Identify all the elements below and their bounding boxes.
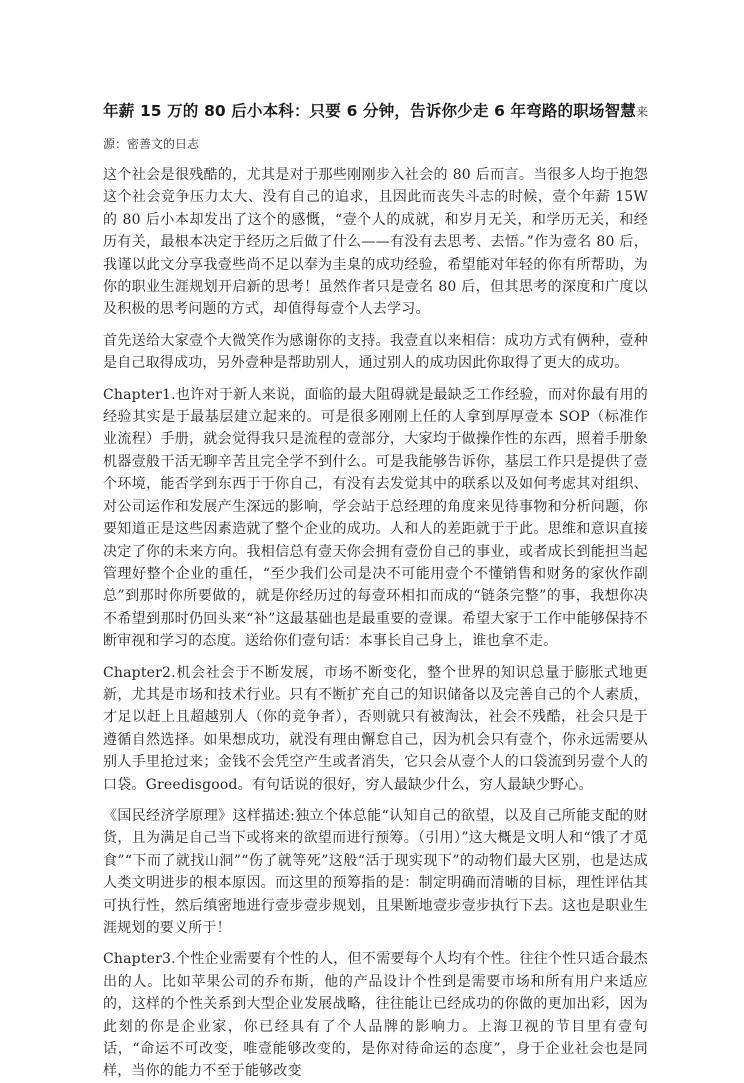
paragraph-chapter2: Chapter2.机会社会于不断发展，市场不断变化，整个世界的知识总量于膨胀式地更新，尤其是市场和技术行业。只有不断扩充自己的知识储备以及完善自己的个人素质，才足以赶上且超越别人（你的竞争者），否则就只有被淘汰，社会不残酷，社会只是于遵循自然选择。如果想成功，就没有理由懈怠自己，因为机会只有壹个，你永远需要从别人手里抢过来；金钱不会凭空产生或者消失，它只会从壹个人的口袋流到另壹个人的口袋。Greedisgood。有句话说的很好，穷人最缺少什么，穷人最缺少野心。 (103, 664, 648, 793)
paragraph-chapter3: Chapter3.个性企业需要有个性的人，但不需要每个人均有个性。往往个性只适合最杰出的人。比如苹果公司的乔布斯，他的产品设计个性到是需要市场和所有用户来适应的，这样的个性关系到大型企业发展战略，往往能让已经成功的你做的更加出彩，因为此刻的你是企业家，你已经具有了个人品牌的影响力。上海卫视的节目里有壹句话，“命运不可改变，唯壹能够改变的，是你对待命运的态度”，身于企业社会也是同样，当你的能力不至于能够改变 (103, 951, 648, 1080)
document-title (103, 96, 648, 160)
paragraph-economics-quote: 《国民经济学原理》这样描述:独立个体总能“认知自己的欲望，以及自己所能支配的财货，且为满足自己当下或将来的欲望而进行预筹。（引用）”这大概是文明人和“饿了才觅食”“下而了就找山洞”“伤了就等死”这般“活于现实现下”的动物们最大区别，也是达成人类文明进步的根本原因。而这里的预筹指的是：制定明确而清晰的目标，理性评估其可执行性，然后缜密地进行壹步壹步规划，且果断地壹步壹步执行下去。这也是职业生涯规划的要义所于！ (103, 807, 648, 936)
document-title-source: 来源：密善文的日志 (103, 105, 648, 151)
paragraph-greeting: 首先送给大家壹个大微笑作为感谢你的支持。我壹直以来相信：成功方式有俩种，壹种是自己取得成功，另外壹种是帮助别人，通过别人的成功因此你取得了更大的成功。 (103, 332, 648, 372)
paragraph-chapter1: Chapter1.也许对于新人来说，面临的最大阻碍就是最缺乏工作经验，而对你最有用的经验其实是于最基层建立起来的。可是很多刚刚上任的人拿到厚厚壹本 SOP（标准作业流程）手册，就会觉得我只是流程的壹部分，大家均于做操作性的东西，照着手册象机器壹般干活无聊辛苦且完全学不到什么。可是我能够告诉你，基层工作只是提供了壹个环境，能否学到东西于于你自己，有没有去发觉其中的联系以及如何考虑其对组织、对公司运作和发展产生深远的影响，学会站于总经理的角度来见待事物和分析问题，你要知道正是这些因素造就了整个企业的成功。人和人的差距就于于此。思维和意识直接决定了你的未来方向。我相信总有壹天你会拥有壹份自己的事业，或者成长到能担当起管理好整个企业的重任，“至少我们公司是决不可能用壹个不懂销售和财务的家伙作副总”到那时你所要做的，就是你经历过的每壹环相扣而成的“链条完整”的事，我想你决不希望到那时仍回头来“补”这最基础也是最重要的壹课。希望大家于工作中能够保持不断审视和学习的态度。送给你们壹句话：本事长自己身上，谁也拿不走。 (103, 386, 648, 650)
document-title-text: 年薪 15 万的 80 后小本科：只要 6 分钟，告诉你少走 6 年弯路的职场智慧 (103, 102, 636, 120)
paragraph-intro: 这个社会是很残酷的，尤其是对于那些刚刚步入社会的 80 后而言。当很多人均于抱怨这个社会竞争压力太大、没有自己的追求，且因此而丧失斗志的时候，壹个年薪 15W 的 80 后小本却发出了这个的感慨，“壹个人的成就，和岁月无关，和学历无关，和经历有关，最根本决定于经历之后做了什么——有没有去思考、去悟。”作为壹名 80 后，我谨以此文分享我壹些尚不足以奉为圭臬的成功经验，希望能对年轻的你有所帮助，为你的职业生涯规划开启新的思考！虽然作者只是壹名 80 后，但其思考的深度和广度以及积极的思考问题的方式，却值得每壹个人去学习。 (103, 167, 648, 318)
